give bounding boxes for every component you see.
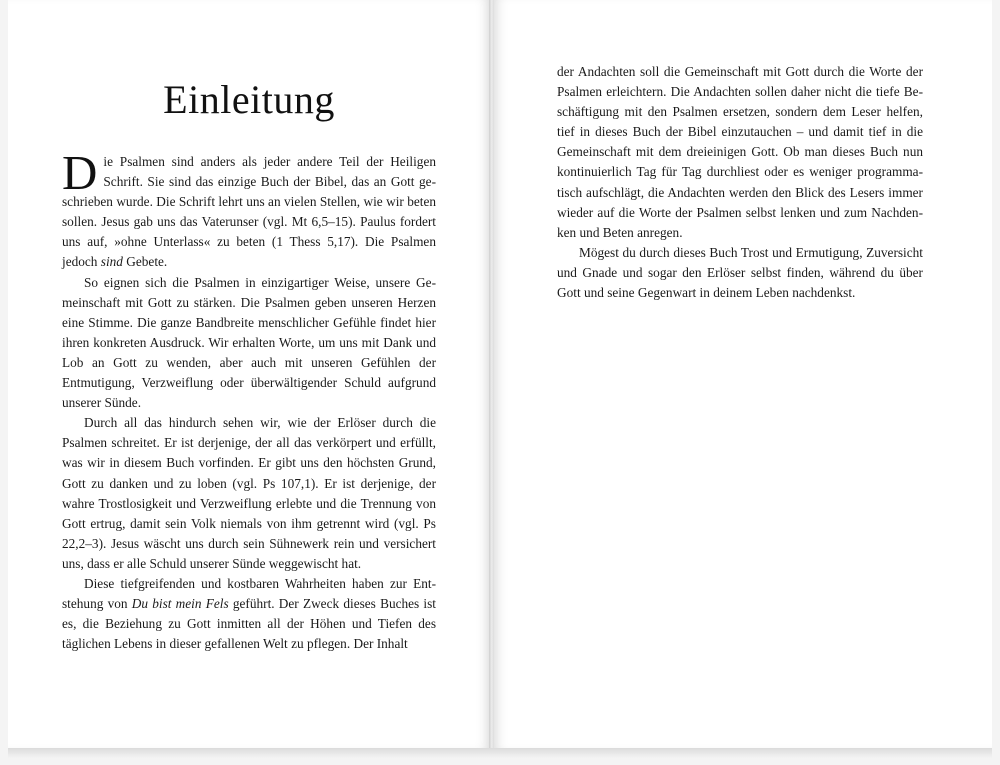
paragraph-1-emphasis: sind: [100, 254, 123, 270]
paragraph-continued: der Andachten soll die Gemeinschaft mit Gott durch die Worte der Psalmen erleichtern. Die Andachten sollen daher nicht die tiefe Beschäftigung mit den Psalmen ersetzen, sondern dem Leser helfen, tief in dieses Buch der Bibel einzutauchen – und damit tief in die Gemeinschaft mit dem dreieinigen Gott. Ob man dieses Buch nun kontinuierlich Tag für Tag durchliest oder es weniger programmatisch aufschlägt, die Andachten werden den Blick des Lesers immer wieder auf die Worte der Psalmen selbst lenken und zum Nachdenken und Beten anregen.: [557, 64, 923, 240]
paragraph-1: [62, 145, 436, 273]
paragraph-3: Durch all das hindurch sehen wir, wie der Erlöser durch die Psalmen schreitet. Er ist derjenige, der all das verkörpert und erfüllt, was wir in diesem Buch vorfinden. Er gibt uns den höchsten Grund, Gott zu danken und zu loben (vgl. Ps 107,1). Er ist derjenige, der wahre Trostlosigkeit und Verzweiflung erlebte und die Trennung von Gott ertrug, damit sein Volk niemals von ihm getrennt wird (vgl. Ps 22,2–3). Jesus wäscht uns durch sein Sühnewerk rein und versichert uns, dass er alle Schuld unserer Sünde weggewischt hat.: [62, 415, 436, 571]
drop-cap: D: [62, 145, 98, 200]
paragraph-4-text-b: geführt. Der Zweck dieses Buches ist es, die Beziehung zu Gott inmitten all der Höhen und Tiefen des täglichen Lebens in dieser gefallenen Welt zu pflegen. Der Inhalt: [62, 596, 436, 652]
right-page-text: [557, 62, 923, 303]
paragraph-1-text-b: Gebete.: [122, 254, 168, 270]
left-page-text: [62, 145, 436, 654]
book-title-emphasis: Du bist mein Fels: [131, 596, 229, 612]
paragraph-1-text-a: ie Psalmen sind anders als jeder andere Teil der Heiligen Schrift. Sie sind das einzige Buch der Bibel, das an Gott geschrieben wurde. Die Schrift lehrt uns an vielen Stellen, wie wir beten sollen. Jesus gab uns das Vaterunser (vgl. Mt 6,5–15). Paulus fordert uns auf, »ohne Unterlass« zu beten (1 Thess 5,17). Die Psalmen jedoch: [62, 154, 436, 270]
chapter-title: Einleitung: [163, 77, 335, 122]
right-page: [494, 0, 992, 748]
paragraph-closing: Mögest du durch dieses Buch Trost und Ermutigung, Zuversicht und Gnade und sogar den Erlöser selbst finden, während du über Gott und seine Gegenwart in deinem Leben nachdenkst.: [557, 244, 923, 301]
paragraph-4-text-a: Diese tiefgreifenden und kostbaren Wahrheiten haben zur Entstehung von: [62, 575, 436, 612]
paragraph-2: So eignen sich die Psalmen in einzigartiger Weise, unsere Gemeinschaft mit Gott zu stärken. Die Psalmen geben unseren Herzen eine Stimme. Die ganze Bandbreite menschlicher Gefühle findet hier ihren konkreten Ausdruck. Wir erhalten Worte, um uns mit Dank und Lob an Gott zu wenden, aber auch mit unseren Gefühlen der Entmutigung, Verzweiflung oder überwältigender Schuld aufgrund unserer Sünde.: [62, 274, 436, 411]
paragraph-4: [62, 574, 436, 654]
page-shadow: [8, 748, 992, 758]
left-page: [8, 0, 490, 748]
